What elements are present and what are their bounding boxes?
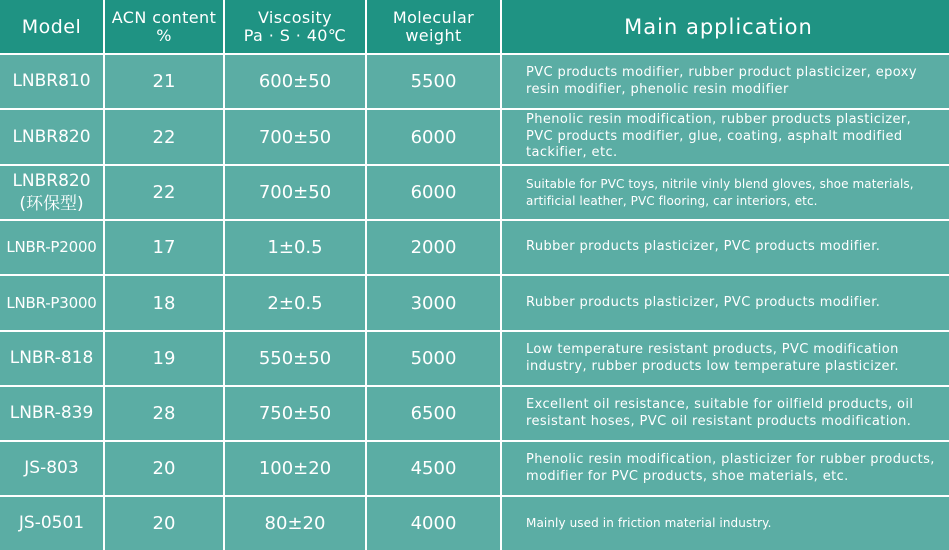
header-molecular-weight [367,0,502,53]
cell-molecular-weight: 5500 [367,55,502,108]
cell-application: PVC products modifier, rubber product plasticizer, epoxy resin modifier, phenolic resin modifier [502,55,949,108]
cell-molecular-weight: 4000 [367,497,502,550]
cell-viscosity: 1±0.5 [225,221,367,274]
cell-model: JS-0501 [0,497,105,550]
cell-model: LNBR-P3000 [0,276,105,330]
table-row [0,442,949,495]
cell-molecular-weight: 6000 [367,110,502,164]
header-main-application: Main application [502,0,949,53]
header-acn-content [105,0,225,53]
table-row [0,276,949,330]
cell-acn: 22 [105,110,225,164]
cell-model: JS-803 [0,442,105,495]
cell-acn: 22 [105,166,225,219]
header-mw-line2: weight [405,25,462,45]
cell-viscosity: 100±20 [225,442,367,495]
cell-acn: 17 [105,221,225,274]
cell-acn: 18 [105,276,225,330]
header-viscosity [225,0,367,53]
header-mw-line1: Molecular [392,7,475,27]
cell-model-line1: LNBR820 [12,170,91,191]
cell-application: Excellent oil resistance, suitable for oilfield products, oil resistant hoses, PVC oil resistant products modification. [502,387,949,440]
cell-acn: 20 [105,497,225,550]
cell-application: Low temperature resistant products, PVC modification industry, rubber products low temperature plasticizer. [502,332,949,385]
table-row [0,497,949,550]
table-row [0,221,949,274]
header-visc-line2: Pa · S · 40℃ [243,25,347,45]
header-acn-line2: % [156,25,172,45]
cell-molecular-weight: 2000 [367,221,502,274]
cell-application: Rubber products plasticizer, PVC products modifier. [502,221,949,274]
cell-model-subtitle: (环保型) [19,193,84,214]
header-visc-line1: Viscosity [257,7,333,27]
cell-application: Mainly used in friction material industry. [502,497,949,550]
cell-molecular-weight: 3000 [367,276,502,330]
cell-acn: 19 [105,332,225,385]
cell-application: Phenolic resin modification, rubber products plasticizer, PVC products modifier, glue, coating, asphalt modified tackifier, etc. [502,110,949,164]
table-row [0,110,949,164]
cell-viscosity: 600±50 [225,55,367,108]
cell-acn: 28 [105,387,225,440]
cell-molecular-weight: 6000 [367,166,502,219]
cell-viscosity: 700±50 [225,110,367,164]
cell-model: LNBR820 [0,110,105,164]
header-model: Model [0,0,105,53]
cell-viscosity: 700±50 [225,166,367,219]
table-header-row [0,0,949,53]
cell-application: Rubber products plasticizer, PVC products modifier. [502,276,949,330]
cell-model: LNBR810 [0,55,105,108]
table-row [0,166,949,219]
cell-viscosity: 80±20 [225,497,367,550]
cell-model: LNBR-818 [0,332,105,385]
cell-acn: 20 [105,442,225,495]
cell-application: Suitable for PVC toys, nitrile vinly blend gloves, shoe materials, artificial leather, PVC flooring, car interiors, etc. [502,166,949,219]
table-row [0,387,949,440]
cell-model: LNBR-P2000 [0,221,105,274]
header-acn-line1: ACN content [111,7,217,27]
table-row [0,332,949,385]
cell-molecular-weight: 5000 [367,332,502,385]
cell-viscosity: 550±50 [225,332,367,385]
cell-molecular-weight: 6500 [367,387,502,440]
cell-viscosity: 2±0.5 [225,276,367,330]
cell-acn: 21 [105,55,225,108]
table-row [0,55,949,108]
cell-molecular-weight: 4500 [367,442,502,495]
cell-model [0,166,105,219]
cell-model: LNBR-839 [0,387,105,440]
cell-application: Phenolic resin modification, plasticizer for rubber products, modifier for PVC products, shoe materials, etc. [502,442,949,495]
cell-viscosity: 750±50 [225,387,367,440]
